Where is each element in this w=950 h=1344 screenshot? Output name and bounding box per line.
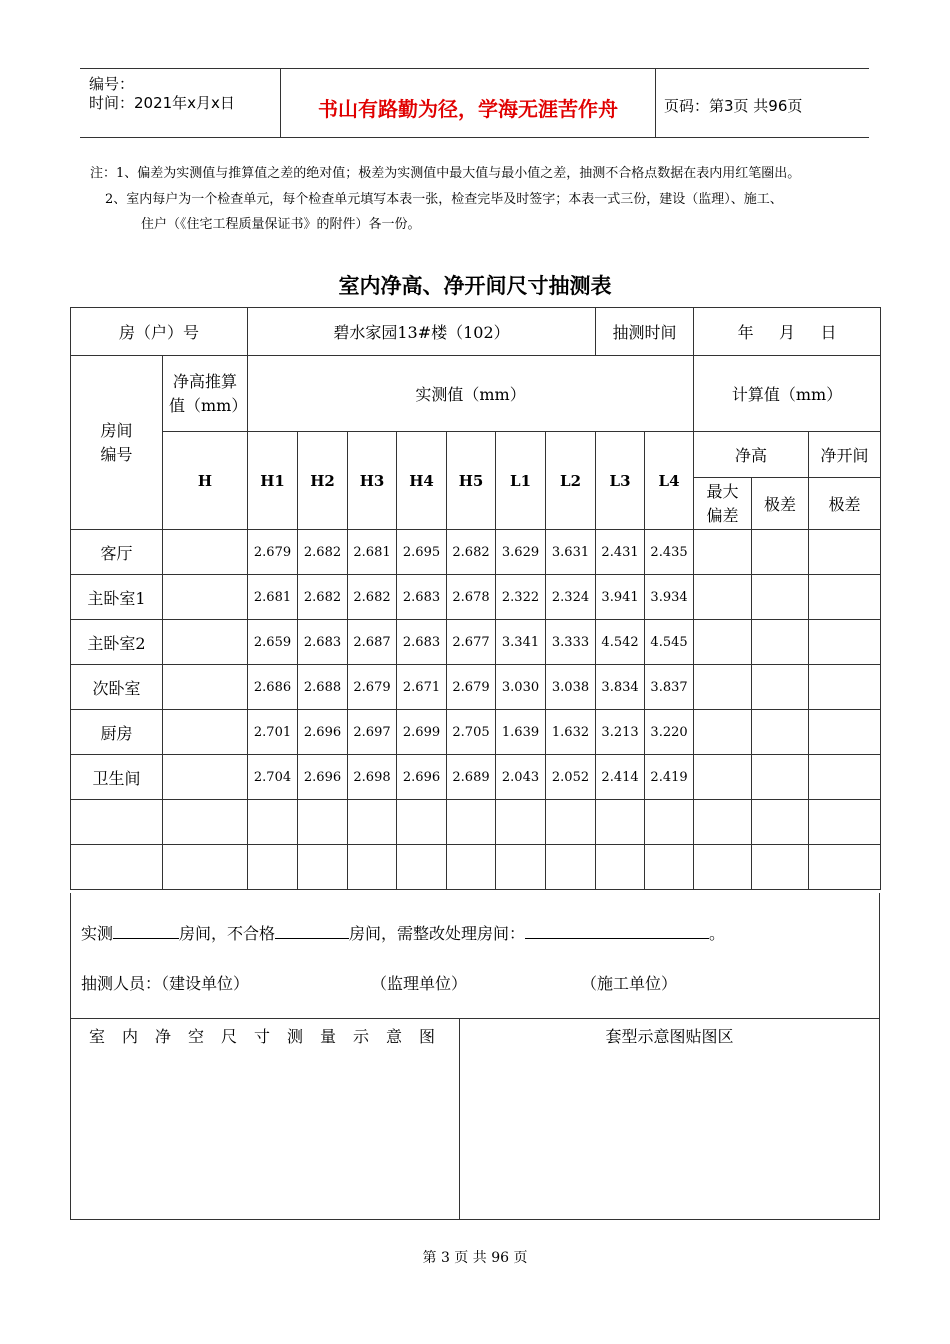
- computed-cell: [694, 620, 752, 665]
- table-row: [71, 755, 881, 800]
- value-cell: 2.698: [348, 755, 397, 800]
- table-row: [71, 665, 881, 710]
- header-meta: [80, 69, 280, 137]
- range-header-2: 极差: [809, 478, 881, 530]
- measurement-table: [70, 307, 881, 890]
- room-name-cell: [71, 800, 163, 845]
- calc-height-cell: [163, 530, 248, 575]
- date-cell: 年 月 日: [694, 308, 881, 356]
- measured-count-blank[interactable]: [113, 924, 179, 939]
- data-rows: [71, 530, 881, 890]
- construction-label: （施工单位）: [581, 974, 678, 993]
- computed-cell: [694, 530, 752, 575]
- note-1: 注：1、偏差为实测值与推算值之差的绝对值；极差为实测值中最大值与最小值之差，抽测不合格点数据在表内用红笔圈出。: [90, 166, 801, 181]
- value-cell: [348, 800, 397, 845]
- value-cell: 2.695: [397, 530, 447, 575]
- value-cell: 2.414: [596, 755, 645, 800]
- value-cell: [546, 845, 596, 890]
- measure-diagram-title: 室内净空尺寸测量示意图: [89, 1027, 453, 1046]
- value-cell: 3.038: [546, 665, 596, 710]
- inspectors-label: 抽测人员：（建设单位）: [81, 974, 250, 993]
- value-cell: 2.052: [546, 755, 596, 800]
- value-cell: 2.683: [397, 620, 447, 665]
- inspectors-line: [81, 971, 871, 994]
- computed-cell: [809, 800, 881, 845]
- calc-height-cell: [163, 710, 248, 755]
- room-value: 碧水家园13#楼（102）: [248, 308, 596, 356]
- value-cell: 2.689: [447, 755, 496, 800]
- header-motto-cell: [280, 69, 656, 137]
- value-cell: 2.688: [298, 665, 348, 710]
- not-ok-label: 房间，不合格: [179, 924, 276, 943]
- value-cell: 4.545: [645, 620, 694, 665]
- summary-section: [70, 893, 880, 1018]
- value-cell: 2.679: [447, 665, 496, 710]
- value-cell: 3.213: [596, 710, 645, 755]
- value-cell: [298, 845, 348, 890]
- value-cell: 3.220: [645, 710, 694, 755]
- room-name-cell: 客厅: [71, 530, 163, 575]
- value-cell: [645, 845, 694, 890]
- room-no-text: 房间编号: [100, 420, 133, 464]
- table-row: [71, 575, 881, 620]
- max-dev-header: [694, 478, 752, 530]
- computed-cell: [752, 665, 809, 710]
- computed-cell: [809, 575, 881, 620]
- value-cell: 2.419: [645, 755, 694, 800]
- calc-height-cell: [163, 575, 248, 620]
- calc-height-cell: [163, 800, 248, 845]
- header-row-1: [71, 356, 881, 432]
- value-cell: 2.679: [248, 530, 298, 575]
- value-cell: 2.431: [596, 530, 645, 575]
- computed-cell: [752, 755, 809, 800]
- value-cell: 2.686: [248, 665, 298, 710]
- computed-cell: [694, 710, 752, 755]
- value-cell: 3.834: [596, 665, 645, 710]
- value-cell: [447, 845, 496, 890]
- computed-cell: [694, 755, 752, 800]
- end-mark: 。: [709, 924, 726, 943]
- value-cell: 3.333: [546, 620, 596, 665]
- value-cell: 2.682: [298, 575, 348, 620]
- col-h1: H1: [248, 432, 298, 530]
- measured-header: 实测值（mm）: [248, 356, 694, 432]
- computed-cell: [752, 800, 809, 845]
- col-l2: L2: [546, 432, 596, 530]
- value-cell: [397, 845, 447, 890]
- value-cell: 2.435: [645, 530, 694, 575]
- value-cell: 2.659: [248, 620, 298, 665]
- col-h4: H4: [397, 432, 447, 530]
- table-row: [71, 620, 881, 665]
- value-cell: 3.629: [496, 530, 546, 575]
- value-cell: [447, 800, 496, 845]
- note-3: 住户（《住宅工程质量保证书》的附件）各一份。: [141, 217, 421, 232]
- value-cell: [596, 800, 645, 845]
- value-cell: 2.671: [397, 665, 447, 710]
- table-row: [71, 800, 881, 845]
- value-cell: [248, 845, 298, 890]
- calc-height-header: [163, 356, 248, 432]
- document-header: [80, 68, 869, 138]
- col-l3: L3: [596, 432, 645, 530]
- col-l4: L4: [645, 432, 694, 530]
- value-cell: 2.677: [447, 620, 496, 665]
- computed-cell: [752, 845, 809, 890]
- value-cell: 2.683: [298, 620, 348, 665]
- unit-diagram-title: 套型示意图贴图区: [605, 1027, 734, 1046]
- value-cell: [496, 800, 546, 845]
- value-cell: 2.699: [397, 710, 447, 755]
- value-cell: 2.682: [298, 530, 348, 575]
- value-cell: [248, 800, 298, 845]
- header-page-cell: [655, 69, 869, 137]
- fix-label: 房间，需整改处理房间：: [349, 924, 526, 943]
- col-h5: H5: [447, 432, 496, 530]
- room-name-cell: [71, 845, 163, 890]
- value-cell: [596, 845, 645, 890]
- value-cell: [397, 800, 447, 845]
- diagram-section: [70, 1018, 880, 1220]
- note-2: 2、室内每户为一个检查单元，每个检查单元填写本表一张，检查完毕及时签字；本表一式三份，建设（监理）、施工、: [105, 192, 783, 207]
- value-cell: [645, 800, 694, 845]
- value-cell: 2.683: [397, 575, 447, 620]
- page-info: 页码：第3页 共96页: [664, 97, 803, 115]
- value-cell: 1.632: [546, 710, 596, 755]
- max-dev-text: 最大偏差: [706, 481, 739, 525]
- computed-cell: [809, 845, 881, 890]
- table-row: [71, 530, 881, 575]
- room-name-cell: 次卧室: [71, 665, 163, 710]
- motto: 书山有路勤为径，学海无涯苦作舟: [318, 97, 618, 121]
- computed-cell: [752, 710, 809, 755]
- calc-height-cell: [163, 845, 248, 890]
- value-cell: 3.030: [496, 665, 546, 710]
- value-cell: 3.837: [645, 665, 694, 710]
- value-cell: 2.696: [298, 710, 348, 755]
- value-cell: 2.704: [248, 755, 298, 800]
- value-cell: 2.696: [298, 755, 348, 800]
- calc-height-text: 净高推算值（mm）: [169, 371, 248, 415]
- page-title: 室内净高、净开间尺寸抽测表: [338, 274, 612, 298]
- computed-cell: [752, 530, 809, 575]
- time-label: 时间：2021年x月x日: [89, 94, 235, 112]
- calc-height-cell: [163, 620, 248, 665]
- table-row: [71, 710, 881, 755]
- col-h2: H2: [298, 432, 348, 530]
- value-cell: 3.341: [496, 620, 546, 665]
- page-footer: 第 3 页 共 96 页: [422, 1250, 528, 1266]
- col-h3: H3: [348, 432, 397, 530]
- value-cell: 2.701: [248, 710, 298, 755]
- info-row: [71, 308, 881, 356]
- net-span-header: 净开间: [809, 432, 881, 478]
- value-cell: 2.324: [546, 575, 596, 620]
- summary-line: [81, 921, 725, 944]
- value-cell: [348, 845, 397, 890]
- computed-cell: [809, 710, 881, 755]
- range-header-1: 极差: [752, 478, 809, 530]
- col-l1: L1: [496, 432, 546, 530]
- room-name-cell: 厨房: [71, 710, 163, 755]
- serial-label: 编号：: [89, 75, 135, 93]
- value-cell: 2.681: [248, 575, 298, 620]
- net-height-header: 净高: [694, 432, 809, 478]
- fix-rooms-blank[interactable]: [525, 924, 709, 939]
- computed-cell: [694, 665, 752, 710]
- computed-cell: [809, 530, 881, 575]
- calc-height-cell: [163, 755, 248, 800]
- value-cell: 3.631: [546, 530, 596, 575]
- value-cell: [546, 800, 596, 845]
- header-row-2: [71, 432, 881, 478]
- value-cell: 2.682: [447, 530, 496, 575]
- value-cell: 2.679: [348, 665, 397, 710]
- computed-cell: [809, 620, 881, 665]
- computed-cell: [809, 665, 881, 710]
- value-cell: 2.696: [397, 755, 447, 800]
- value-cell: 3.941: [596, 575, 645, 620]
- value-cell: 2.687: [348, 620, 397, 665]
- value-cell: 2.697: [348, 710, 397, 755]
- computed-cell: [694, 845, 752, 890]
- value-cell: 4.542: [596, 620, 645, 665]
- value-cell: 2.322: [496, 575, 546, 620]
- value-cell: 1.639: [496, 710, 546, 755]
- value-cell: [496, 845, 546, 890]
- computed-cell: [694, 575, 752, 620]
- computed-header: 计算值（mm）: [694, 356, 881, 432]
- value-cell: 2.705: [447, 710, 496, 755]
- room-no-header: [71, 356, 163, 530]
- time-label-cell: 抽测时间: [596, 308, 694, 356]
- supervision-label: （监理单位）: [371, 974, 468, 993]
- computed-cell: [809, 755, 881, 800]
- calc-height-cell: [163, 665, 248, 710]
- value-cell: [298, 800, 348, 845]
- measure-diagram-area: [71, 1019, 460, 1219]
- value-cell: 2.678: [447, 575, 496, 620]
- value-cell: 2.043: [496, 755, 546, 800]
- value-cell: 2.681: [348, 530, 397, 575]
- computed-cell: [752, 620, 809, 665]
- table-row: [71, 845, 881, 890]
- room-name-cell: 主卧室1: [71, 575, 163, 620]
- room-label: 房（户）号: [71, 308, 248, 356]
- room-name-cell: 主卧室2: [71, 620, 163, 665]
- col-h: H: [163, 432, 248, 530]
- room-name-cell: 卫生间: [71, 755, 163, 800]
- computed-cell: [694, 800, 752, 845]
- value-cell: 3.934: [645, 575, 694, 620]
- not-ok-count-blank[interactable]: [275, 924, 349, 939]
- computed-cell: [752, 575, 809, 620]
- measured-label: 实测: [81, 924, 114, 943]
- value-cell: 2.682: [348, 575, 397, 620]
